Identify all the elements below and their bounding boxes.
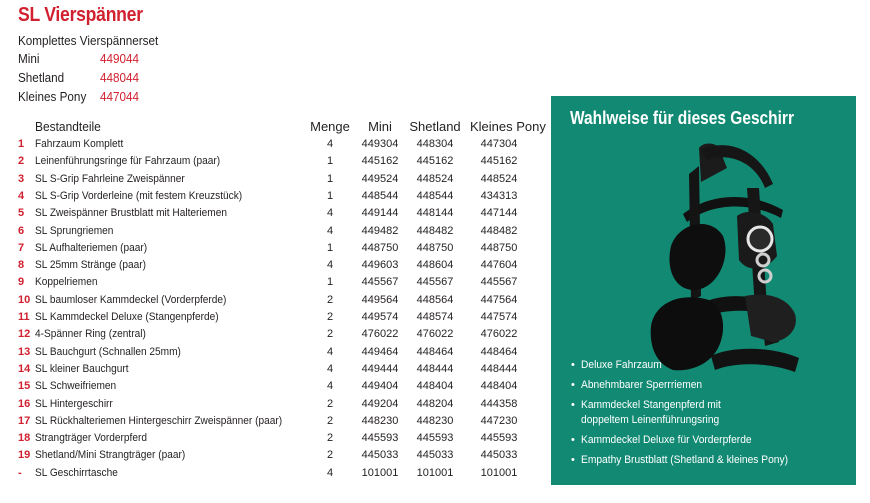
row-name: SL 25mm Stränge (paar) <box>35 259 147 272</box>
feature-text: Kammdeckel Deluxe für Vorderpferde <box>581 434 752 446</box>
row-name: SL Rückhalteriemen Hintergeschirr Zweispänner (paar) <box>35 414 283 427</box>
row-number: 2 <box>18 155 25 168</box>
set-row <box>18 51 143 66</box>
row-shetland: 476022 <box>416 328 454 341</box>
row-kleines-pony: 448444 <box>480 362 518 375</box>
row-kleines-pony: 448464 <box>480 345 518 358</box>
row-kleines-pony: 448750 <box>480 241 518 254</box>
row-name: SL Bauchgurt (Schnallen 25mm) <box>35 345 181 358</box>
row-shetland: 445593 <box>416 432 454 445</box>
row-name: SL kleiner Bauchgurt <box>35 362 129 375</box>
row-kleines-pony: 448482 <box>480 224 518 237</box>
header-shetland: Shetland <box>409 119 461 134</box>
row-number: 1 <box>18 138 25 150</box>
header-bestandteile: Bestandteile <box>35 119 101 134</box>
row-mini: 449482 <box>361 224 399 237</box>
table-row <box>0 396 545 413</box>
row-mini: 445567 <box>361 276 399 289</box>
row-name: SL Hintergeschirr <box>35 397 113 410</box>
feature-text: Kammdeckel Stangenpferd mit <box>581 399 721 411</box>
row-kleines-pony: 101001 <box>480 466 518 479</box>
row-number: 10 <box>18 293 31 306</box>
row-mini: 101001 <box>361 466 399 479</box>
row-menge: 4 <box>326 466 334 479</box>
row-menge: 2 <box>326 293 334 306</box>
row-shetland: 445033 <box>416 449 454 462</box>
table-row <box>0 223 545 240</box>
feature-item <box>571 398 851 428</box>
row-shetland: 448544 <box>416 189 454 202</box>
feature-item <box>571 453 851 468</box>
row-menge: 1 <box>326 189 334 202</box>
row-menge: 1 <box>326 155 334 168</box>
row-name: SL S-Grip Fahrleine Zweispänner <box>35 172 185 185</box>
row-mini: 448750 <box>361 241 399 254</box>
row-mini: 476022 <box>361 328 399 341</box>
table-row <box>0 447 545 464</box>
row-menge: 1 <box>326 241 334 254</box>
row-kleines-pony: 445033 <box>480 449 518 462</box>
row-mini: 449464 <box>361 345 399 358</box>
set-code: 447044 <box>100 89 140 104</box>
row-name: SL Kammdeckel Deluxe (Stangenpferde) <box>35 311 219 323</box>
row-name: SL Geschirrtasche <box>35 466 118 479</box>
row-menge: 2 <box>326 311 334 323</box>
table-row <box>0 378 545 395</box>
row-shetland: 445567 <box>416 276 454 289</box>
row-shetland: 448464 <box>416 345 454 358</box>
row-number: 9 <box>18 276 25 289</box>
row-kleines-pony: 447144 <box>480 207 518 220</box>
feature-item <box>571 378 851 393</box>
row-kleines-pony: 444358 <box>480 397 518 410</box>
row-shetland: 448564 <box>416 293 454 306</box>
set-name: Kleines Pony <box>18 89 87 104</box>
row-number: 16 <box>18 397 31 410</box>
row-mini: 449524 <box>361 172 399 185</box>
row-shetland: 448304 <box>416 138 454 150</box>
feature-text: Empathy Brustblatt (Shetland & kleines Pony) <box>581 454 788 466</box>
row-kleines-pony: 448404 <box>480 380 518 393</box>
row-name: SL Schweifriemen <box>35 380 117 393</box>
row-shetland: 448482 <box>416 224 454 237</box>
row-shetland: 448604 <box>416 259 454 272</box>
row-shetland: 445162 <box>416 155 454 168</box>
row-mini: 449574 <box>361 311 399 323</box>
row-menge: 1 <box>326 276 334 289</box>
row-name: Leinenführungsringe für Fahrzaum (paar) <box>35 155 221 168</box>
row-name: Shetland/Mini Strangträger (paar) <box>35 449 186 462</box>
bullet-icon: • <box>571 359 575 371</box>
feature-item <box>571 433 851 448</box>
row-name: SL Sprungriemen <box>35 224 114 237</box>
header-mini: Mini <box>368 119 392 134</box>
set-row <box>18 89 143 104</box>
table-row <box>0 136 545 153</box>
row-kleines-pony: 447564 <box>480 293 518 306</box>
row-menge: 4 <box>326 380 334 393</box>
row-menge: 4 <box>326 362 334 375</box>
row-number: 15 <box>18 380 31 393</box>
row-name: Strangträger Vorderpferd <box>35 432 147 445</box>
row-number: 13 <box>18 345 31 358</box>
row-kleines-pony: 476022 <box>480 328 518 341</box>
table-row <box>0 326 545 343</box>
row-menge: 4 <box>326 345 334 358</box>
row-mini: 445593 <box>361 432 399 445</box>
row-mini: 448544 <box>361 189 399 202</box>
row-kleines-pony: 447574 <box>480 311 518 323</box>
table-row <box>0 153 545 170</box>
row-name: SL Aufhalteriemen (paar) <box>35 241 148 254</box>
row-number: - <box>18 466 22 479</box>
row-kleines-pony: 445162 <box>480 155 518 168</box>
row-name: SL S-Grip Vorderleine (mit festem Kreuzstück) <box>35 189 243 202</box>
header-kleines-pony: Kleines Pony <box>470 119 546 134</box>
row-number: 6 <box>18 224 25 237</box>
row-name: Koppelriemen <box>35 276 98 289</box>
page-title: SL Vierspänner <box>18 4 143 26</box>
row-menge: 4 <box>326 224 334 237</box>
row-shetland: 448444 <box>416 362 454 375</box>
page-subtitle: Komplettes Vierspännerset <box>18 33 159 48</box>
row-menge: 2 <box>326 328 334 341</box>
table-header <box>0 118 545 135</box>
row-menge: 4 <box>326 207 334 220</box>
set-name: Mini <box>18 51 40 66</box>
row-number: 17 <box>18 414 31 427</box>
row-shetland: 448204 <box>416 397 454 410</box>
row-menge: 4 <box>326 138 334 150</box>
options-panel-title: Wahlweise für dieses Geschirr <box>570 108 794 128</box>
set-name: Shetland <box>18 70 65 85</box>
row-shetland: 448524 <box>416 172 454 185</box>
row-menge: 2 <box>326 449 334 462</box>
row-shetland: 448750 <box>416 241 454 254</box>
feature-text: Abnehmbarer Sperrriemen <box>581 379 703 391</box>
row-name: SL baumloser Kammdeckel (Vorderpferde) <box>35 293 227 306</box>
table-row <box>0 188 545 205</box>
table-row <box>0 257 545 274</box>
row-shetland: 448574 <box>416 311 454 323</box>
row-menge: 2 <box>326 397 334 410</box>
row-menge: 4 <box>326 259 334 272</box>
set-code: 449044 <box>100 51 140 66</box>
set-row <box>18 70 143 85</box>
table-row <box>0 240 545 257</box>
row-menge: 2 <box>326 432 334 445</box>
row-kleines-pony: 448524 <box>480 172 518 185</box>
bullet-icon: • <box>571 454 575 466</box>
row-number: 19 <box>18 449 31 462</box>
row-menge: 1 <box>326 172 334 185</box>
row-mini: 445033 <box>361 449 399 462</box>
row-shetland: 448144 <box>416 207 454 220</box>
row-number: 12 <box>18 328 31 341</box>
row-kleines-pony: 447304 <box>480 138 518 150</box>
row-mini: 449603 <box>361 259 399 272</box>
row-mini: 449444 <box>361 362 399 375</box>
table-row <box>0 430 545 447</box>
table-row <box>0 309 545 326</box>
row-kleines-pony: 447604 <box>480 259 518 272</box>
feature-list <box>571 358 851 473</box>
set-code: 448044 <box>100 70 140 85</box>
row-mini: 449304 <box>361 138 399 150</box>
table-row <box>0 465 545 482</box>
row-mini: 445162 <box>361 155 399 168</box>
row-kleines-pony: 447230 <box>480 414 518 427</box>
table-row <box>0 274 545 291</box>
row-number: 5 <box>18 207 25 220</box>
row-number: 14 <box>18 362 31 375</box>
feature-item <box>571 358 851 373</box>
row-number: 8 <box>18 259 25 272</box>
row-mini: 449404 <box>361 380 399 393</box>
feature-text: Deluxe Fahrzaum <box>581 359 662 371</box>
row-mini: 448230 <box>361 414 399 427</box>
row-shetland: 448230 <box>416 414 454 427</box>
table-row <box>0 292 545 309</box>
bullet-icon: • <box>571 379 575 391</box>
row-name: Fahrzaum Komplett <box>35 138 124 150</box>
row-menge: 2 <box>326 414 334 427</box>
row-shetland: 448404 <box>416 380 454 393</box>
header-menge: Menge <box>310 119 350 134</box>
table-row <box>0 344 545 361</box>
bullet-icon: • <box>571 434 575 446</box>
row-number: 18 <box>18 432 31 445</box>
row-kleines-pony: 445567 <box>480 276 518 289</box>
row-number: 7 <box>18 241 25 254</box>
row-number: 11 <box>18 311 30 323</box>
row-number: 3 <box>18 172 25 185</box>
row-mini: 449204 <box>361 397 399 410</box>
row-number: 4 <box>18 189 25 202</box>
table-row <box>0 171 545 188</box>
row-name: 4-Spänner Ring (zentral) <box>35 328 146 341</box>
row-shetland: 101001 <box>416 466 454 479</box>
row-mini: 449144 <box>361 207 399 220</box>
row-mini: 449564 <box>361 293 399 306</box>
table-row <box>0 413 545 430</box>
table-row <box>0 205 545 222</box>
row-kleines-pony: 445593 <box>480 432 518 445</box>
row-kleines-pony: 434313 <box>480 189 518 202</box>
table-row <box>0 361 545 378</box>
feature-text-line2: doppeltem Leinenführungsring <box>581 414 720 426</box>
options-panel <box>551 96 856 485</box>
bullet-icon: • <box>571 399 575 411</box>
row-name: SL Zweispänner Brustblatt mit Halteriemen <box>35 207 227 220</box>
